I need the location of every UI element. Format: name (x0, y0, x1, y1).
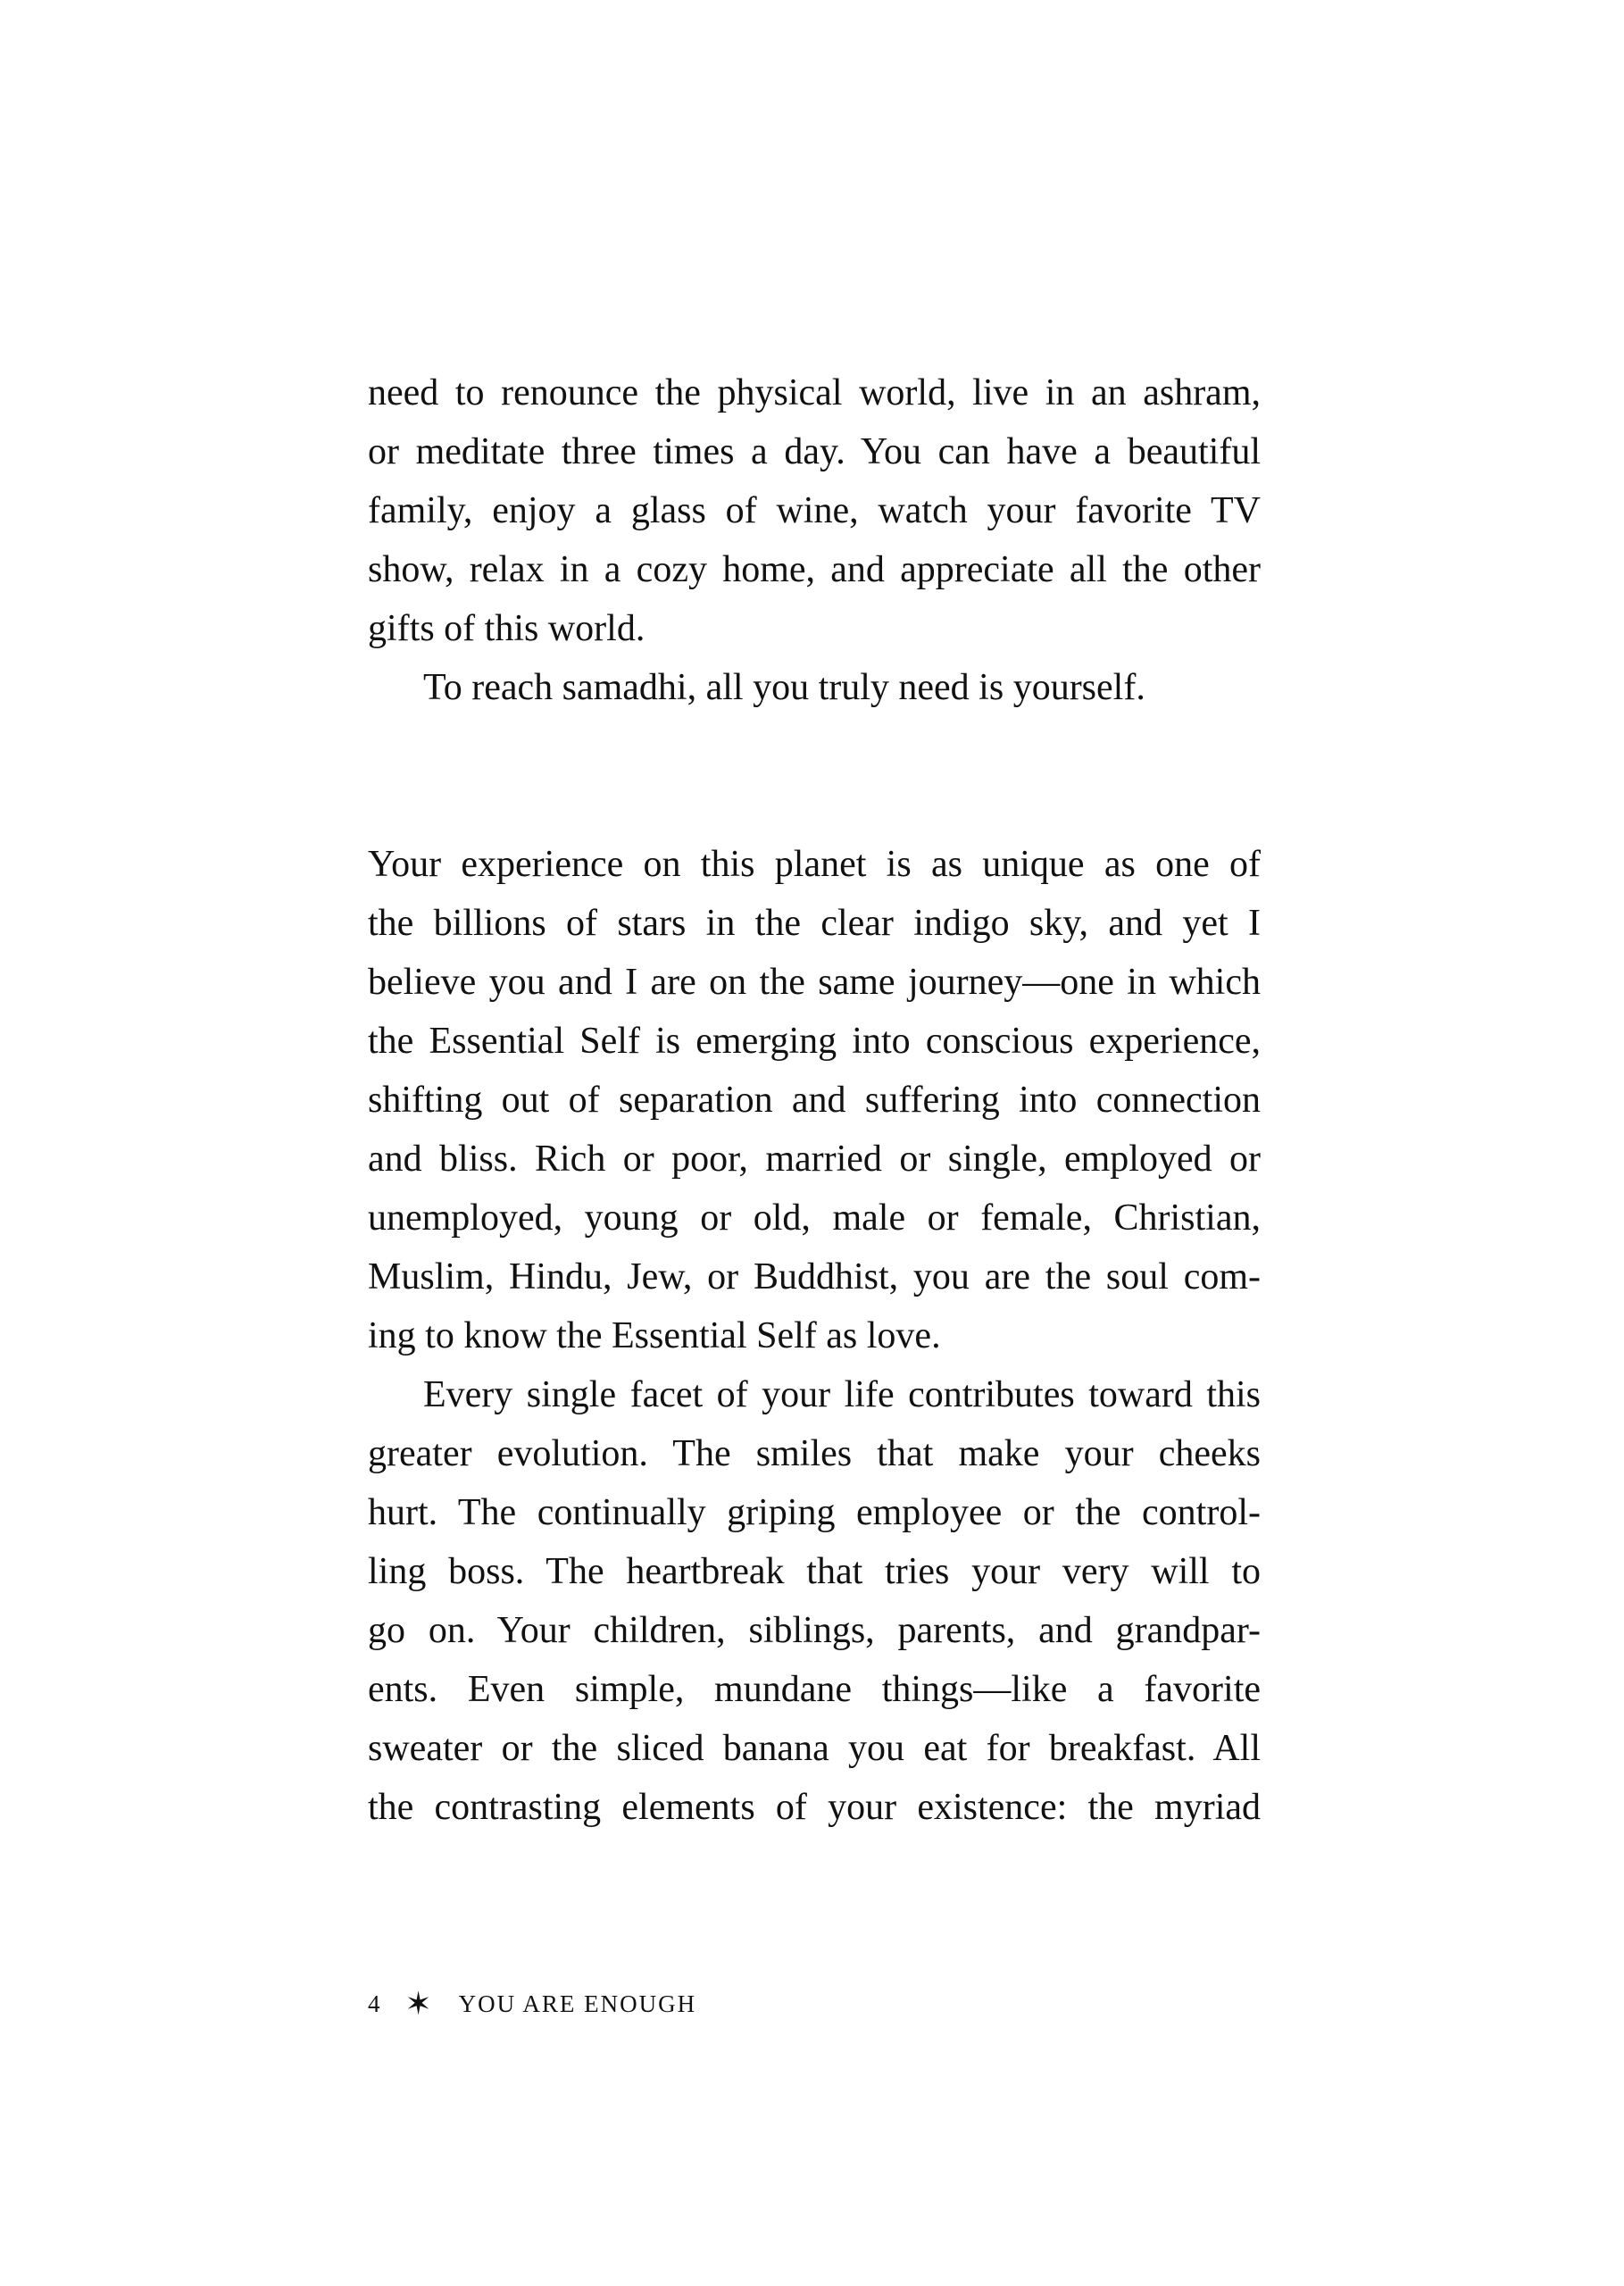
text-line: and bliss. Rich or poor, married or single, employed or (368, 1139, 1261, 1180)
page-number: 4 (368, 1990, 382, 2017)
running-title: YOU ARE ENOUGH (458, 1990, 697, 2017)
text-line: hurt. The continually griping employee or the control- (368, 1492, 1261, 1533)
text-line: family, enjoy a glass of wine, watch your favorite TV (368, 490, 1261, 531)
paragraph (368, 658, 1261, 717)
text-line: gifts of this world. (368, 608, 645, 649)
text-line: the contrasting elements of your existence: the myriad (368, 1787, 1261, 1828)
text-section-1 (368, 363, 1261, 717)
text-line: believe you and I are on the same journey—one in which (368, 962, 1261, 1003)
paragraph (368, 1365, 1261, 1837)
text-line: shifting out of separation and suffering into connection (368, 1080, 1261, 1121)
text-line: sweater or the sliced banana you eat for breakfast. All (368, 1728, 1261, 1769)
text-line: Your experience on this planet is as unique as one of (368, 844, 1261, 885)
text-section-2 (368, 835, 1261, 1837)
text-line: need to renounce the physical world, live in an ashram, (368, 372, 1261, 413)
text-line: ents. Even simple, mundane things—like a favorite (368, 1669, 1261, 1710)
page-footer (368, 1984, 696, 2023)
text-line: unemployed, young or old, male or female, Christian, (368, 1197, 1261, 1239)
paragraph (368, 363, 1261, 658)
paragraph (368, 835, 1261, 1365)
text-line: show, relax in a cozy home, and appreciate all the other (368, 549, 1261, 590)
text-line: the billions of stars in the clear indigo sky, and yet I (368, 903, 1261, 944)
text-line: the Essential Self is emerging into conscious experience, (368, 1021, 1261, 1062)
text-line: ling boss. The heartbreak that tries your very will to (368, 1551, 1261, 1592)
text-line: To reach samadhi, all you truly need is yourself. (423, 667, 1145, 708)
text-line: or meditate three times a day. You can have a beautiful (368, 431, 1261, 472)
text-line: Every single facet of your life contributes toward this (423, 1374, 1261, 1415)
text-line: ing to know the Essential Self as love. (368, 1315, 941, 1356)
text-line: greater evolution. The smiles that make your cheeks (368, 1433, 1261, 1474)
text-line: go on. Your children, siblings, parents, and grandpar- (368, 1610, 1261, 1651)
six-pointed-star-icon: ✶ (404, 1986, 434, 2022)
text-line: Muslim, Hindu, Jew, or Buddhist, you are the soul com- (368, 1256, 1261, 1297)
